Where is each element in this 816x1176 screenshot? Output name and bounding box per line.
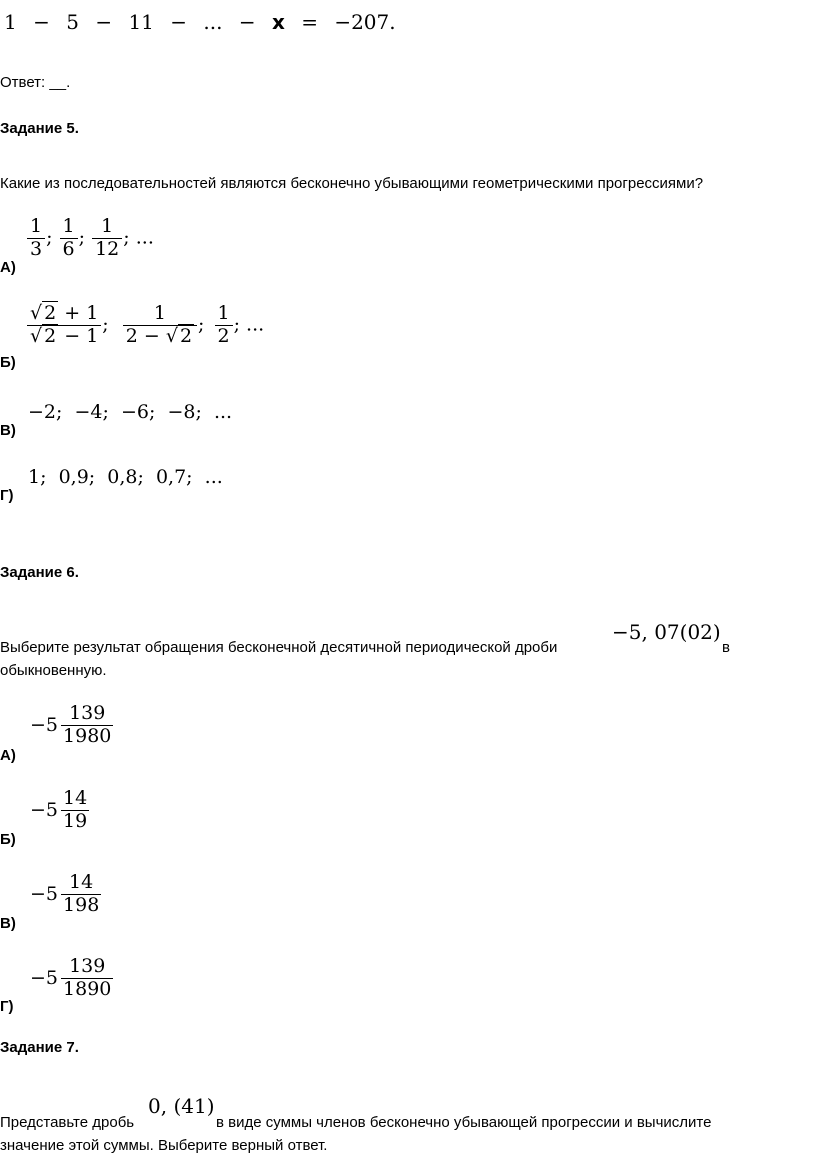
task7-question-after: в виде суммы членов бесконечно убывающей прогрессии и вычислите <box>216 1114 712 1131</box>
task6-option-a-value: −5 $\frac{139}{1980}$ <box>30 702 112 747</box>
fraction: $\frac{1}{2}$ <box>215 303 233 348</box>
fraction: $\frac{1}{6}$ <box>60 216 78 261</box>
top-equation <box>4 12 396 32</box>
task5-option-b-label: Б) <box>0 354 16 371</box>
task6-option-b-label: Б) <box>0 831 16 848</box>
task5-option-d-expr: 1; 0,9; 0,8; 0,7; ... <box>28 466 223 488</box>
task6-question-after: в <box>722 639 730 656</box>
answer-line: Ответ: __. <box>0 74 71 91</box>
task6-option-a-label: А) <box>0 747 16 764</box>
task5-question: Какие из последовательностей являются бесконечно убывающими геометрическими прогрессиями? <box>0 175 704 192</box>
task6-question-line1: Выберите результат обращения бесконечной десятичной периодической дроби <box>0 639 558 656</box>
fraction: $\frac{1}{12}$ <box>92 216 122 261</box>
eq-variable-x: x <box>271 10 285 34</box>
eq-part: = <box>301 10 318 34</box>
task5-option-d-label: Г) <box>0 487 14 504</box>
task6-option-c-value: −5 $\frac{14}{198}$ <box>30 871 100 916</box>
task7-question-line1: Представьте дробь <box>0 1114 135 1131</box>
task7-question-line2: значение этой суммы. Выберите верный ответ. <box>0 1137 328 1154</box>
eq-part: − <box>170 10 188 34</box>
task6-question-line2: обыкновенную. <box>0 662 107 679</box>
task7-fraction-value: 0, (41) <box>148 1094 215 1118</box>
task7-title: Задание 7. <box>0 1039 79 1056</box>
task6-option-d-label: Г) <box>0 998 14 1015</box>
task6-title: Задание 6. <box>0 564 79 581</box>
eq-part: −207. <box>334 10 396 34</box>
eq-part: − <box>33 10 50 34</box>
fraction: $\frac{√ 2 + 1}{√ 2 - 1}$ <box>27 303 101 348</box>
fraction: $\frac{1}{3}$ <box>27 216 45 261</box>
fraction: $\frac{1}{2 - √ 2}$ <box>123 303 197 348</box>
eq-part: 1 <box>4 10 17 34</box>
task5-title: Задание 5. <box>0 120 79 137</box>
eq-part: 11 <box>128 10 154 34</box>
task5-option-a-expr: $\frac{1}{3}$ ; $\frac{1}{6}$ ; $\frac{1}{12}$ ; ... <box>26 216 154 261</box>
eq-part: − <box>95 10 113 34</box>
task5-option-a-label: А) <box>0 259 16 276</box>
task5-option-b-expr: $\frac{√ 2 + 1}{√ 2 - 1}$ ; $\frac{1}{2 - √ 2}$ ; $\frac{1}{2}$ ; ... <box>26 303 264 348</box>
task6-fraction-value: −5, 07(02) <box>612 620 721 644</box>
task5-option-c-expr: −2; −4; −6; −8; ... <box>28 401 233 423</box>
task6-option-b-value: −5 $\frac{14}{19}$ <box>30 787 88 832</box>
task6-option-c-label: В) <box>0 915 16 932</box>
eq-part: ... <box>203 10 223 34</box>
task6-option-d-value: −5 $\frac{139}{1890}$ <box>30 955 112 1000</box>
eq-part: − <box>238 10 256 34</box>
eq-part: 5 <box>66 10 79 34</box>
task5-option-c-label: В) <box>0 422 16 439</box>
